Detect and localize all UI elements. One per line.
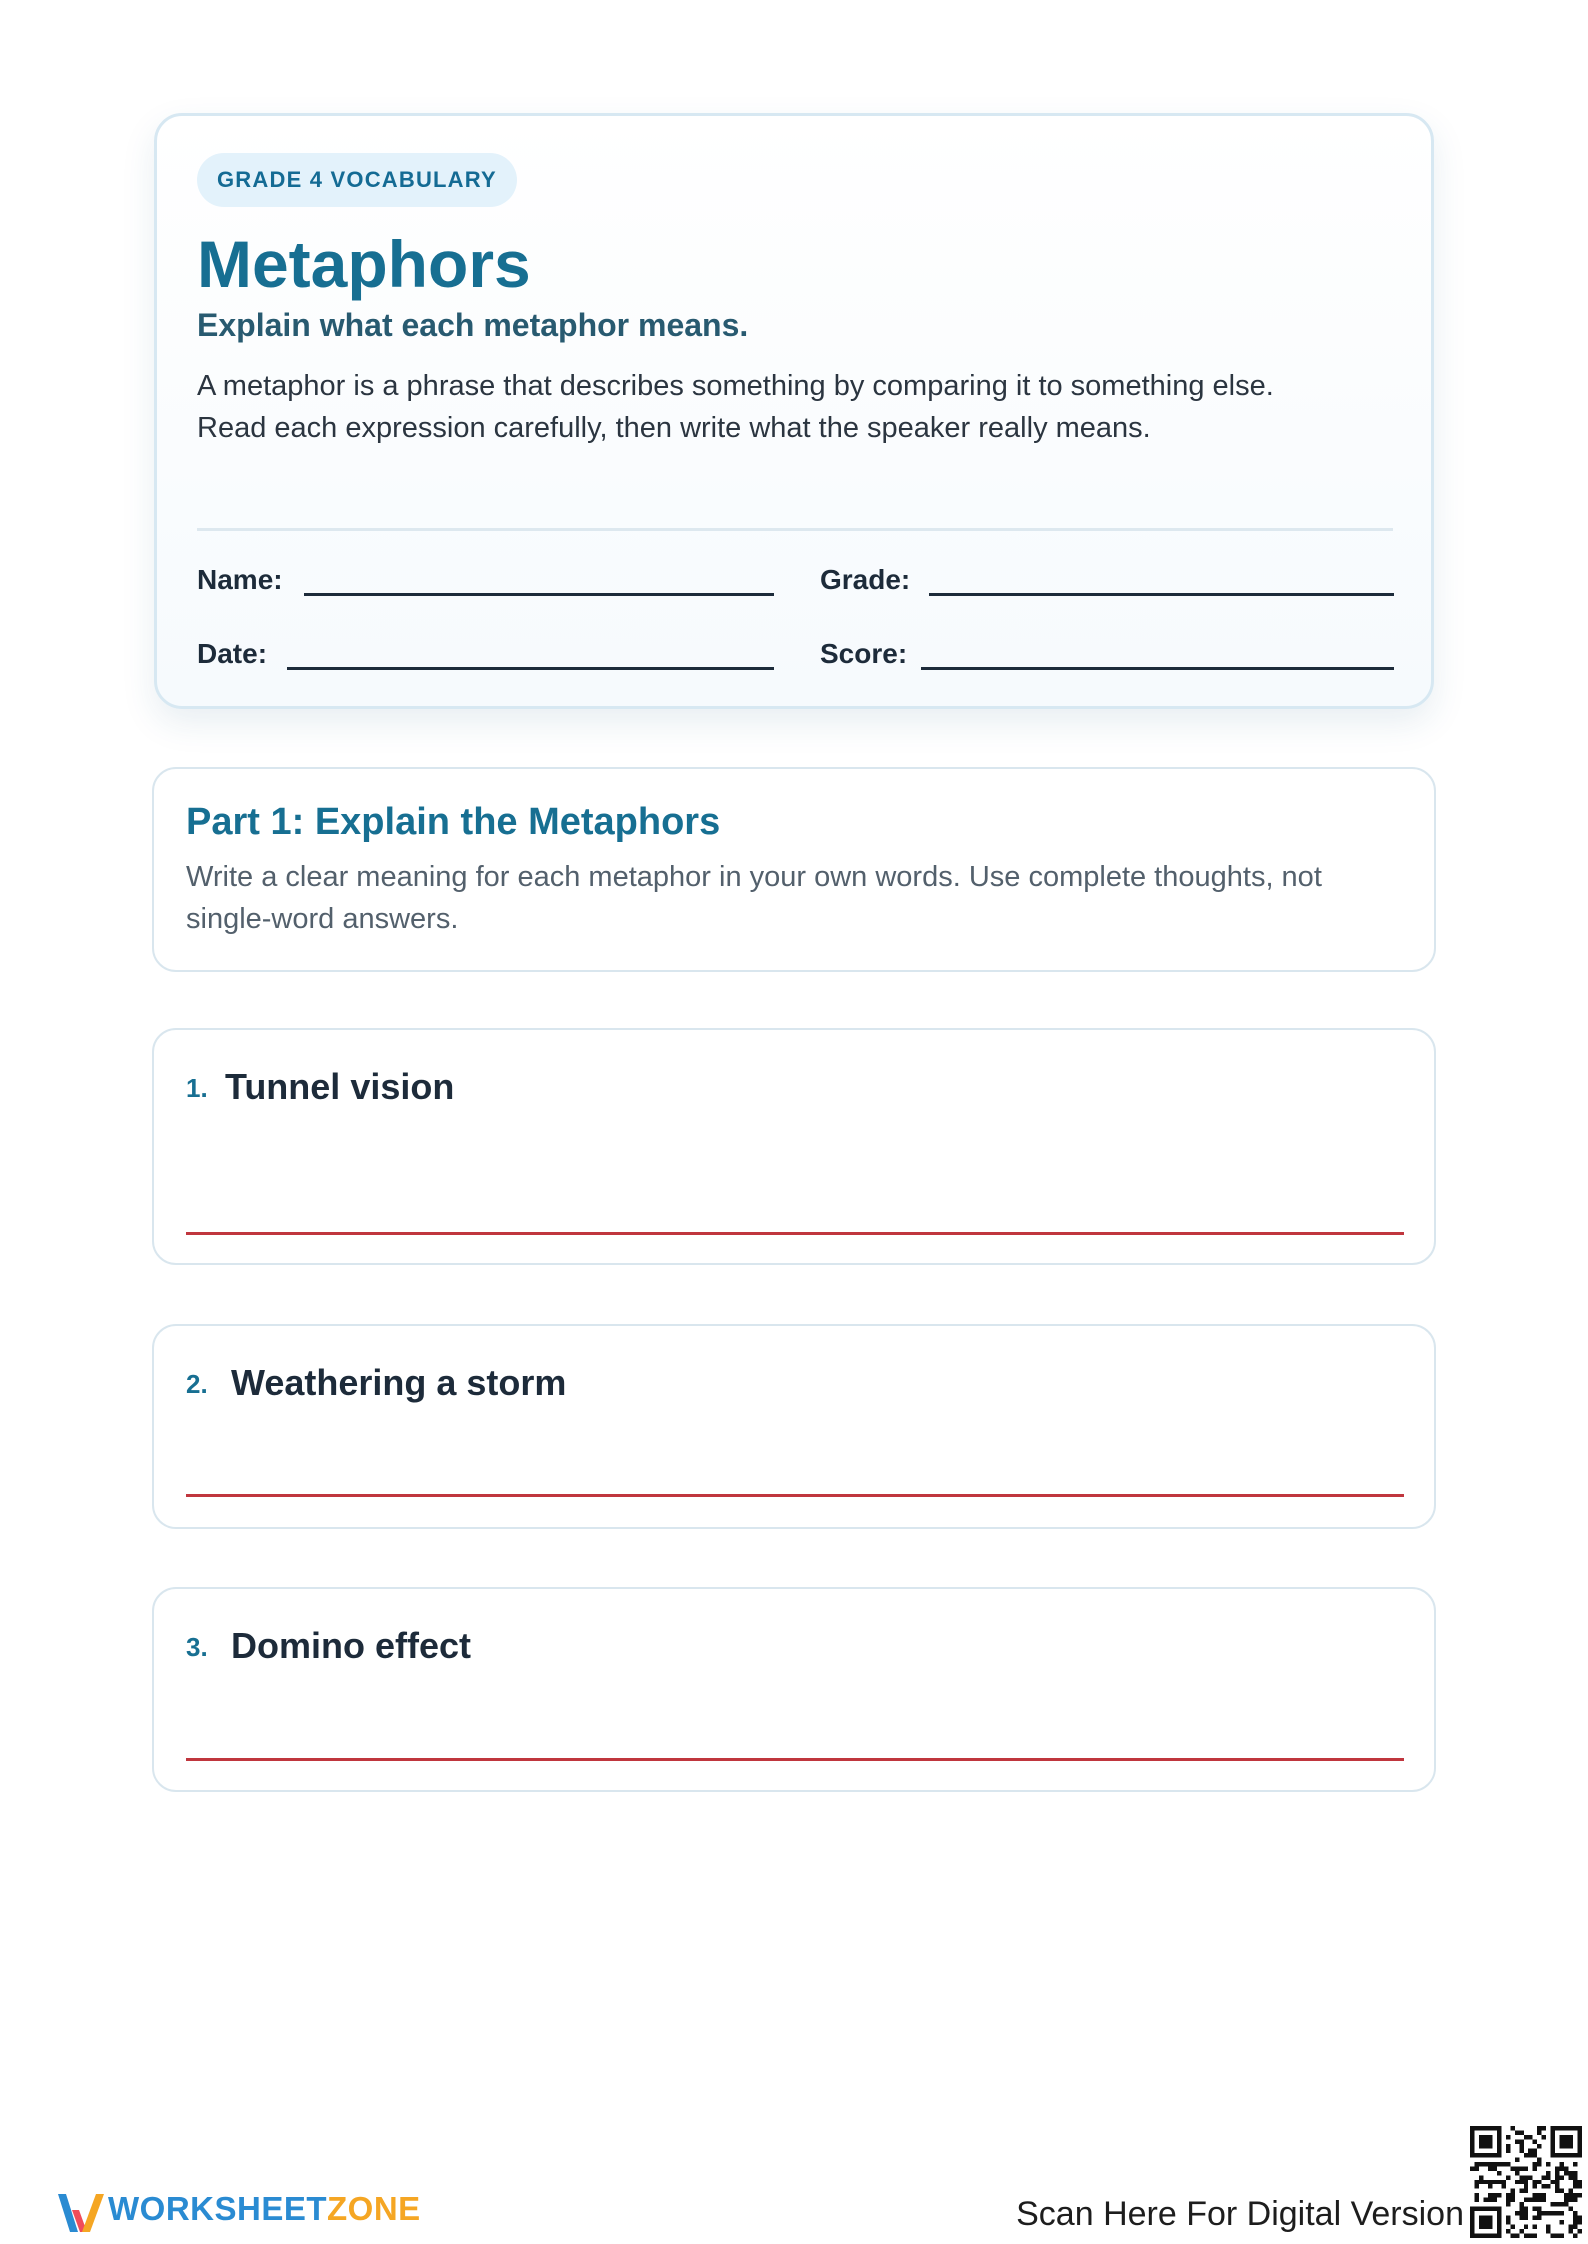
answer-line[interactable]	[186, 1494, 1404, 1497]
question-card	[152, 1324, 1436, 1529]
name-label: Name:	[197, 564, 283, 595]
answer-line[interactable]	[186, 1758, 1404, 1761]
worksheetzone-logo-icon	[56, 2184, 106, 2240]
score-field[interactable]	[921, 667, 1394, 670]
scan-instruction: Scan Here For Digital Version	[1016, 2195, 1464, 2233]
page-title: Metaphors	[197, 227, 531, 301]
brand-name	[108, 2186, 421, 2232]
grade-label: Grade:	[820, 564, 911, 595]
grade-field[interactable]	[929, 593, 1394, 596]
header-divider	[197, 528, 1393, 531]
question-number: 2.	[186, 1369, 208, 1399]
brand-name-part2: ZONE	[327, 2190, 421, 2227]
question-text: Weathering a storm	[231, 1362, 567, 1403]
question-number: 1.	[186, 1073, 208, 1103]
section-description: Write a clear meaning for each metaphor in your own words. Use complete thoughts, not single-word answers.	[186, 861, 1322, 935]
intro-text: A metaphor is a phrase that describes something by comparing it to something else. Read each expression carefully, then write what the speaker really means.	[197, 370, 1274, 444]
brand-name-part1: WORKSHEET	[108, 2190, 327, 2227]
score-label: Score:	[820, 638, 908, 669]
worksheet-header-card	[154, 113, 1434, 709]
qr-code-icon[interactable]	[1470, 2126, 1582, 2238]
section-title: Part 1: Explain the Metaphors	[186, 801, 721, 843]
answer-line[interactable]	[186, 1232, 1404, 1235]
question-card	[152, 1028, 1436, 1265]
part-1-card	[152, 767, 1436, 972]
date-field[interactable]	[287, 667, 774, 670]
question-card	[152, 1587, 1436, 1792]
question-text: Domino effect	[231, 1625, 472, 1666]
page-subtitle: Explain what each metaphor means.	[197, 307, 749, 343]
question-number: 3.	[186, 1632, 208, 1662]
name-field[interactable]	[304, 593, 774, 596]
grade-badge: GRADE 4 VOCABULARY	[197, 153, 517, 207]
date-label: Date:	[197, 638, 268, 669]
question-text: Tunnel vision	[225, 1066, 455, 1107]
